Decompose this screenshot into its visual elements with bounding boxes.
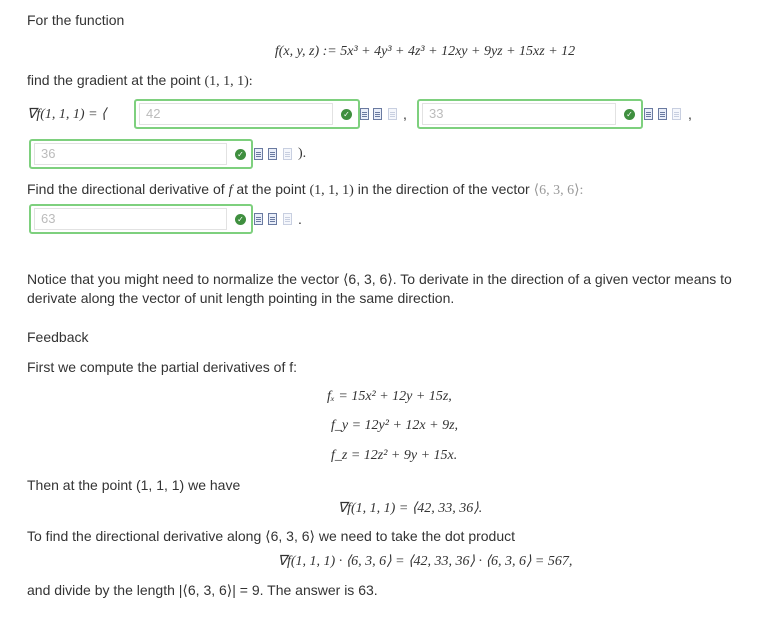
copy-icon[interactable] (254, 213, 263, 225)
gradient-prompt (27, 72, 253, 90)
paste-icon[interactable] (658, 108, 667, 120)
answer-box-grad-y (417, 99, 643, 129)
directional-mid-text: at the point (236, 181, 306, 197)
answer-box-grad-x (134, 99, 360, 129)
clear-icon[interactable] (283, 213, 292, 225)
grad-x-input[interactable]: 42 (139, 103, 333, 125)
partial-fz: f_z = 12z² + 9y + 15x. (331, 448, 458, 463)
feedback-heading: Feedback (27, 329, 89, 345)
gradient-prompt-text: find the gradient at the point (27, 72, 201, 88)
answer-box-grad-z (29, 139, 253, 169)
final-answer-text: and divide by the length |⟨6, 3, 6⟩| = 9. The answer is 63. (27, 582, 378, 598)
partials-intro: First we compute the partial derivatives of f: (27, 359, 297, 375)
intro-text: For the function (27, 12, 125, 28)
dot-intro: To find the directional derivative along ⟨6, 3, 6⟩ we need to take the dot product (27, 528, 516, 544)
clear-icon[interactable] (388, 108, 397, 120)
directional-f: f (228, 183, 233, 198)
comma-2: , (688, 106, 692, 122)
answer-box-directional (29, 204, 253, 234)
function-definition: f(x, y, z) := 5x³ + 4y³ + 4z³ + 12xy + 9yz + 15xz + 12 (274, 44, 576, 59)
gradient-point: (1, 1, 1): (204, 74, 253, 89)
partial-fy: f_y = 12y² + 12x + 9z, (331, 418, 459, 433)
clear-icon[interactable] (283, 148, 292, 160)
clear-icon[interactable] (672, 108, 681, 120)
directional-input[interactable]: 63 (34, 208, 227, 230)
then-text: Then at the point (1, 1, 1) we have (27, 477, 241, 493)
paste-icon[interactable] (268, 213, 277, 225)
check-icon: ✓ (235, 149, 246, 160)
dot-equation: ∇f(1, 1, 1) · ⟨6, 3, 6⟩ = ⟨42, 33, 36⟩ · ⟨6, 3, 6⟩ = 567, (277, 554, 573, 569)
directional-vector: ⟨6, 3, 6⟩: (533, 183, 584, 198)
gradient-close: ). (298, 146, 307, 161)
grad-y-input[interactable]: 33 (422, 103, 616, 125)
gradient-result: ∇f(1, 1, 1) = ⟨42, 33, 36⟩. (337, 501, 483, 516)
paste-icon[interactable] (268, 148, 277, 160)
grad-z-input[interactable]: 36 (34, 143, 227, 165)
check-icon: ✓ (235, 214, 246, 225)
directional-tail-text: in the direction of the vector (357, 181, 530, 197)
directional-prompt-text: Find the directional derivative of (27, 181, 225, 197)
partial-fx: fₓ = 15x² + 12y + 15z, (327, 389, 452, 404)
comma-1: , (403, 106, 407, 122)
check-icon: ✓ (624, 109, 635, 120)
copy-icon[interactable] (644, 108, 653, 120)
directional-prompt (27, 181, 583, 199)
directional-point: (1, 1, 1) (309, 183, 354, 198)
paste-icon[interactable] (373, 108, 382, 120)
check-icon: ✓ (341, 109, 352, 120)
copy-icon[interactable] (360, 108, 369, 120)
normalize-notice: Notice that you might need to normalize the vector ⟨6, 3, 6⟩. To derivate in the direction of a given vector means to derivate along the vector of unit length pointing in the same direction. (27, 271, 732, 306)
copy-icon[interactable] (254, 148, 263, 160)
directional-period: . (298, 211, 302, 227)
gradient-prefix: ∇f(1, 1, 1) = ⟨ (27, 107, 107, 122)
